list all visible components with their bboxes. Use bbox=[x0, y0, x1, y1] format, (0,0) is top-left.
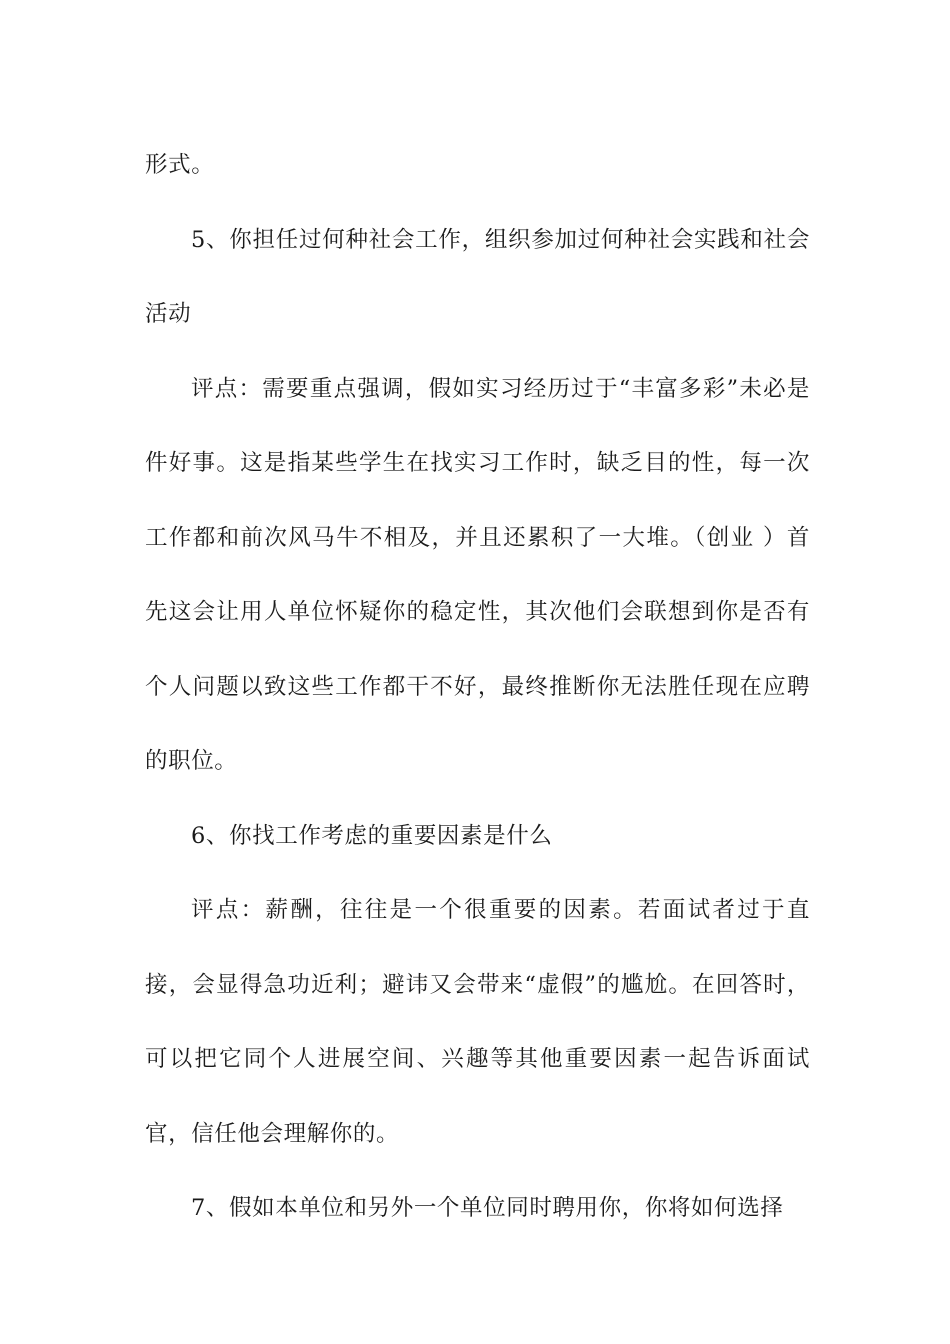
comment-6: 评点：薪酬，往往是一个很重要的因素。若面试者过于直接，会显得急功近利；避讳又会带来“虚假”的尴尬。在回答时，可以把它同个人进展空间、兴趣等其他重要因素一起告诉面试官，信任他会理解你的。 bbox=[145, 897, 810, 1147]
question-7: 7、假如本单位和另外一个单位同时聘用你，你将如何选择 bbox=[191, 1195, 784, 1221]
comment-5: 评点：需要重点强调，假如实习经历过于“丰富多彩”未必是件好事。这是指某些学生在找实习工作时，缺乏目的性，每一次工作都和前次风马牛不相及，并且还累积了一大堆。（创业 ）首先这会让用人单位怀疑你的稳定性，其次他们会联想到你是否有个人问题以致这些工作都干不好，最终推断你无法胜任现在应聘的职位。 bbox=[145, 375, 810, 774]
document-body bbox=[145, 128, 810, 1246]
question-5: 5、你担任过何种社会工作，组织参加过何种社会实践和社会活动 bbox=[145, 226, 810, 327]
paragraph-continuation: 形式。 bbox=[145, 152, 215, 178]
question-6: 6、你找工作考虑的重要因素是什么 bbox=[191, 822, 553, 849]
